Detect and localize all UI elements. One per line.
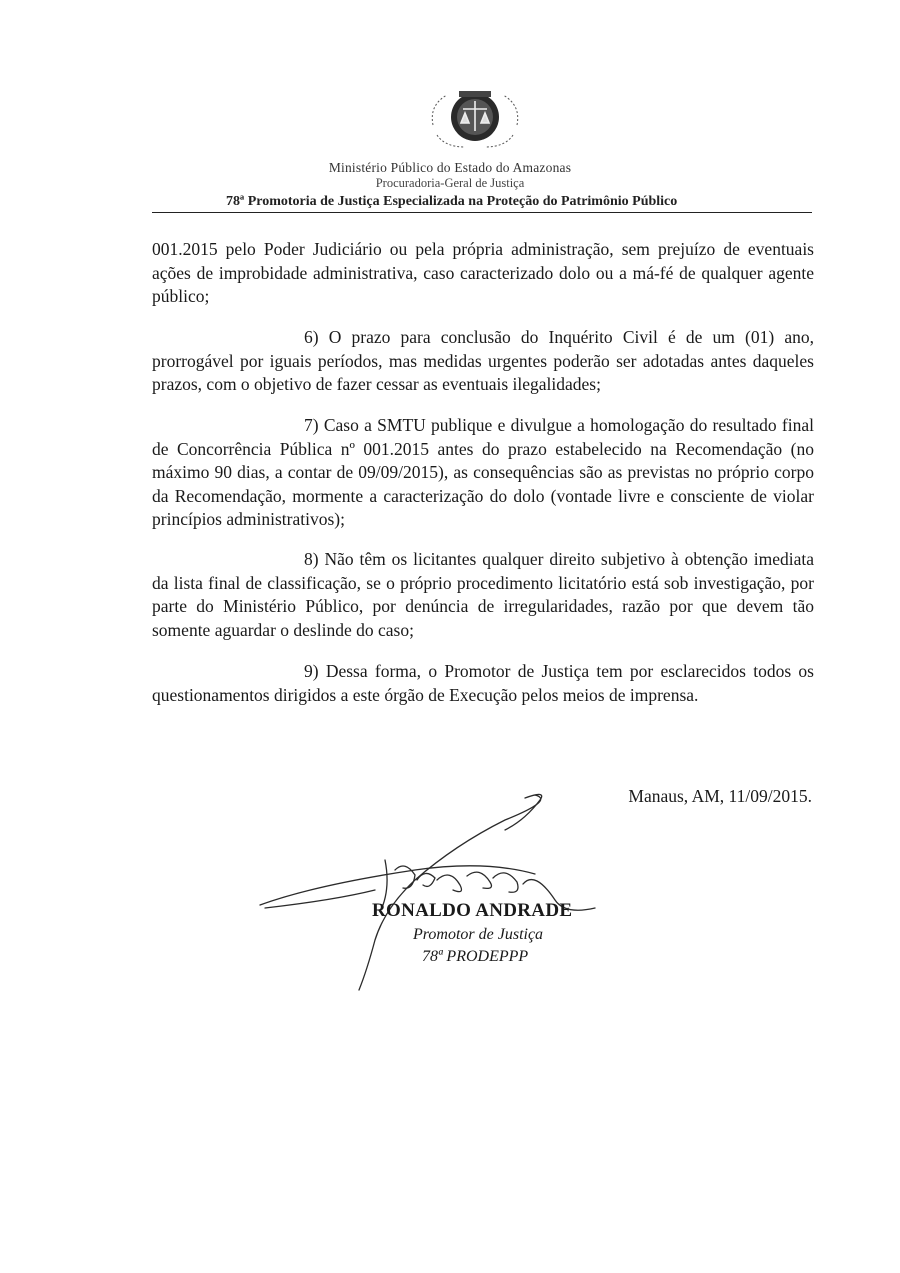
header-divider <box>152 212 812 213</box>
paragraph-item-6: 6) O prazo para conclusão do Inquérito Civil é de um (01) ano, prorrogável por iguais períodos, mas medidas urgentes poderão ser adotadas antes daqueles prazos, com o objetivo de fazer cessar as eventuais ilegalidades; <box>152 327 814 394</box>
paragraph-continuation: 001.2015 pelo Poder Judiciário ou pela própria administração, sem prejuízo de eventuais ações de improbidade administrativa, caso caracterizado dolo ou a má-fé de qualquer agente público; <box>152 239 814 306</box>
signer-name: RONALDO ANDRADE <box>372 900 573 921</box>
header-office: Procuradoria-Geral de Justiça <box>375 176 525 190</box>
header-institution: Ministério Público do Estado do Amazonas <box>328 160 572 175</box>
place-date: Manaus, AM, 11/09/2015. <box>628 786 812 806</box>
signer-unit: 78ª PRODEPPP <box>422 948 529 965</box>
coat-of-arms-icon <box>425 85 525 153</box>
header-unit: 78ª Promotoria de Justiça Especializada na Proteção do Patrimônio Público <box>226 194 678 209</box>
paragraph-item-8: 8) Não têm os licitantes qualquer direito subjetivo à obtenção imediata da lista final de classificação, se o próprio procedimento licitatório está sob investigação, por parte do Ministério Público, por denúncia de irregularidades, razão por que devem tão somente aguardar o deslinde do caso; <box>152 549 814 640</box>
handwritten-signature-icon <box>255 790 615 1000</box>
signer-role: Promotor de Justiça <box>413 926 544 943</box>
paragraph-item-9: 9) Dessa forma, o Promotor de Justiça tem por esclarecidos todos os questionamentos dirigidos a este órgão de Execução pelos meios de imprensa. <box>152 661 814 705</box>
paragraph-item-7: 7) Caso a SMTU publique e divulgue a homologação do resultado final de Concorrência Pública nº 001.2015 antes do prazo estabelecido na Recomendação (no máximo 90 dias, a contar de 09/09/2015), as consequências são as previstas no próprio corpo da Recomendação, mormente a caracterização do dolo (vontade livre e consciente de violar princípios administrativos); <box>152 415 814 529</box>
